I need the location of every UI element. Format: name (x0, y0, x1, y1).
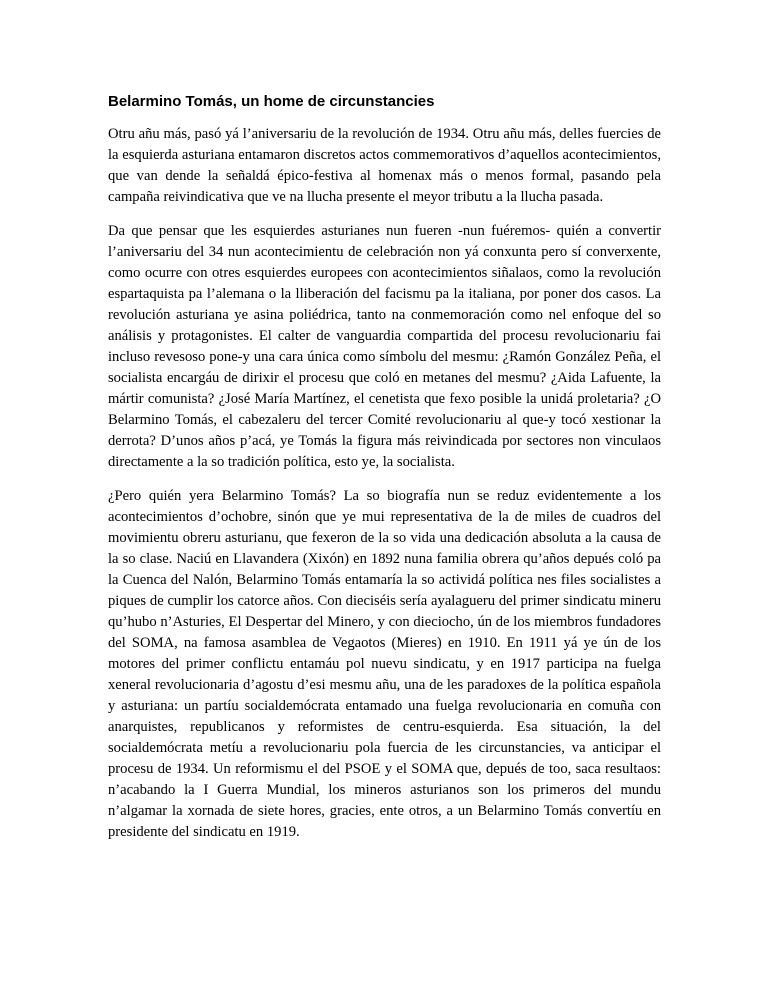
document-title: Belarmino Tomás, un home de circunstancies (108, 93, 435, 110)
document-page (108, 92, 661, 856)
paragraph-2: Da que pensar que les esquierdes asturianes nun fueren -nun fuéremos- quién a convertir l’aniversariu del 34 nun acontecimientu de celebración non yá conxunta pero sí converxente, como ocurre con otres esquierdes europees con acontecimientos siñalaos, como la revolución espartaquista pa l’alemana o la lliberación del facismu pa la italiana, por poner dos casos. La revolución asturiana ye asina poliédrica, tanto na conmemoración como nel enfoque del so análisis y protagonistes. El calter de vanguardia compartida del procesu revolucionariu fai incluso revesoso pone-y una cara única como símbolu del mesmu: ¿Ramón González Peña, el socialista encargáu de dirixir el procesu que coló en metanes del mesmu? ¿Aida Lafuente, la mártir comunista? ¿José María Martínez, el cenetista que fexo posible la unidá proletaria? ¿O Belarmino Tomás, el cabezaleru del tercer Comité revolucionariu al que-y tocó xestionar la derrota? D’unos años p’acá, ye Tomás la figura más reivindicada por sectores non vinculaos directamente a la so tradición política, esto ye, la socialista. (108, 223, 661, 470)
paragraph-1: Otru añu más, pasó yá l’aniversariu de la revolución de 1934. Otru añu más, delles fuercies de la esquierda asturiana entamaron discretos actos commemorativos d’aquellos acontecimientos, que van dende la señaldá épico-festiva al homenax más o menos formal, pasando pela campaña reivindicativa que ve na llucha presente el meyor tributu a la llucha pasada. (108, 126, 661, 205)
paragraph-3: ¿Pero quién yera Belarmino Tomás? La so biografía nun se reduz evidentemente a los acontecimientos d’ochobre, sinón que ye mui representativa de la de miles de cuadros del movimientu obreru asturianu, que fexeron de la so vida una dedicación absoluta a la causa de la so clase. Naciú en Llavandera (Xixón) en 1892 nuna familia obrera qu’años depués coló pa la Cuenca del Nalón, Belarmino Tomás entamaría la so actividá política nes files socialistes a piques de cumplir los catorce años. Con dieciséis sería ayalagueru del primer sindicatu mineru qu’hubo n’Asturies, El Despertar del Minero, y con dieciocho, ún de los miembros fundadores del SOMA, na famosa asamblea de Vegaotos (Mieres) en 1910. En 1911 yá ye ún de los motores del primer conflictu entamáu pol nuevu sindicatu, y en 1917 participa na fuelga xeneral revolucionaria d’agostu d’esi mesmu añu, una de les paradoxes de la política española y asturiana: un partíu socialdemócrata entamado una fuelga revolucionaria en comuña con anarquistes, republicanos y reformistes de centru-esquierda. Esa situación, la del socialdemócrata metíu a revolucionariu pola fuercia de les circunstancies, va anticipar el procesu de 1934. Un reformismu el del PSOE y el SOMA que, depués de too, saca resultaos: n’acabando la I Guerra Mundial, los mineros asturianos son los primeros del mundu n’algamar la xornada de siete hores, gracies, ente otros, a un Belarmino Tomás convertíu en presidente del sindicatu en 1919. (108, 488, 661, 840)
